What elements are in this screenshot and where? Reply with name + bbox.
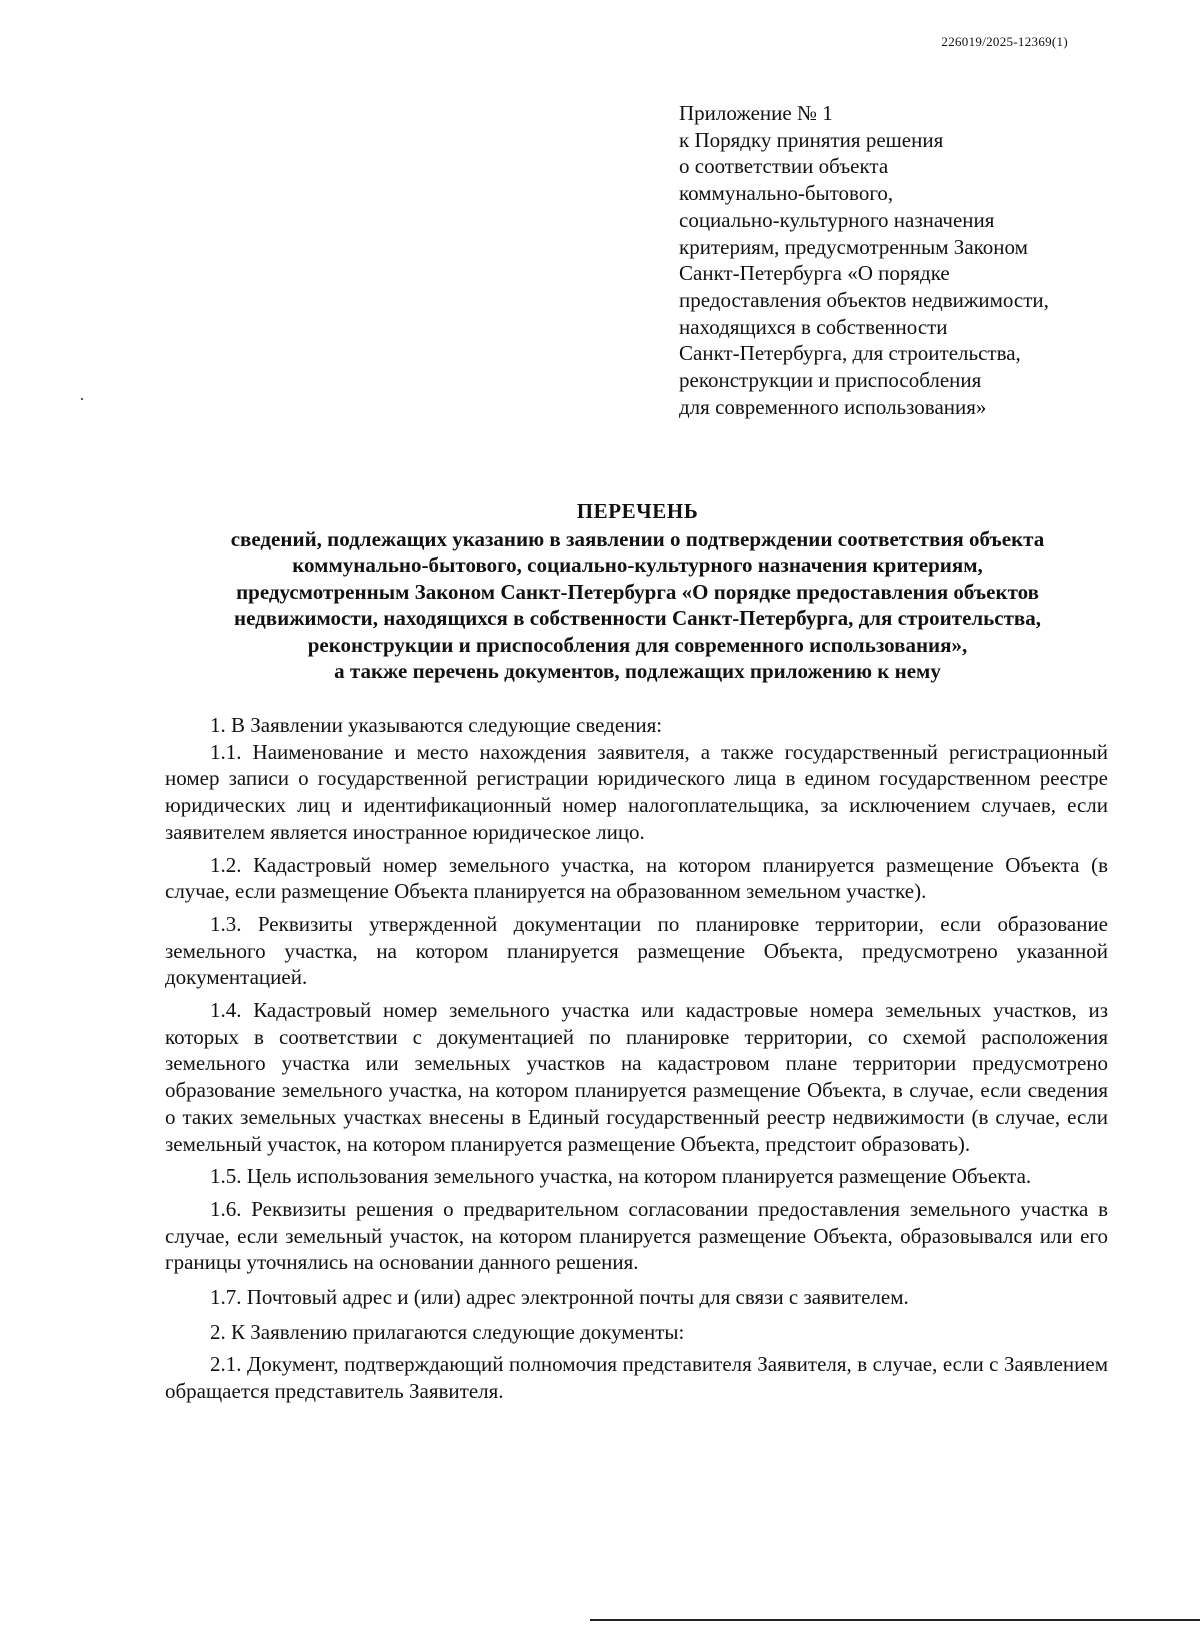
document-body	[165, 712, 1108, 1405]
appendix-reference	[679, 100, 1149, 420]
subtitle-line: предусмотренным Законом Санкт-Петербурга «О порядке предоставления объектов	[236, 579, 1039, 604]
document-title: ПЕРЕЧЕНЬ	[576, 499, 699, 523]
appendix-line: к Порядку принятия решения	[679, 127, 944, 152]
subtitle-line: недвижимости, находящихся в собственности Санкт-Петербурга, для строительства,	[233, 606, 1042, 630]
paragraph-2-1: 2.1. Документ, подтверждающий полномочия представителя Заявителя, в случае, если с Заявлением обращается представитель Заявителя.	[165, 1352, 1108, 1404]
appendix-line: Приложение № 1	[679, 101, 833, 125]
appendix-line: реконструкции и приспособления	[679, 368, 982, 393]
paragraph-1-4: 1.4. Кадастровый номер земельного участка или кадастровые номера земельных участков, из которых в соответствии с документацией по планировке территории, со схемой расположения земельного участка или земельных участков на кадастровом плане территории предусмотрено образование земельного участка, на котором планируется размещение Объекта, в случае, если сведения о таких земельных участках внесены в Единый государственный реестр недвижимости (в случае, если земельный участок, на котором планируется размещение Объекта, предстоит образовать).	[165, 998, 1108, 1156]
appendix-line: предоставления объектов недвижимости,	[679, 287, 1049, 312]
paragraph-1-1: 1.1. Наименование и место нахождения заявителя, а также государственный регистрационный номер записи о государственной регистрации юридического лица в едином государственном реестре юридических лиц и идентификационный номер налогоплательщика, за исключением случаев, если заявителем является иностранное юридическое лицо.	[165, 739, 1108, 844]
paragraph-1-7: 1.7. Почтовый адрес и (или) адрес электронной почты для связи с заявителем.	[210, 1285, 909, 1310]
paragraph-1-2: 1.2. Кадастровый номер земельного участка, на котором планируется размещение Объекта (в случае, если размещение Объекта планируется на образованном земельном участке).	[165, 852, 1108, 904]
appendix-line: Санкт-Петербурга «О порядке	[679, 261, 950, 286]
document-number: 226019/2025-12369(1)	[941, 34, 1068, 49]
subtitle-line: коммунально-бытового, социально-культурного назначения критериям,	[292, 553, 983, 577]
subtitle-line: реконструкции и приспособления для современного использования»,	[307, 632, 968, 657]
appendix-line: для современного использования»	[679, 394, 987, 419]
subtitle-line: а также перечень документов, подлежащих приложению к нему	[334, 659, 941, 683]
appendix-line: находящихся в собственности	[679, 314, 948, 339]
document-heading	[150, 498, 1125, 685]
paragraph-1: 1. В Заявлении указываются следующие сведения:	[210, 713, 663, 737]
appendix-line: критериям, предусмотренным Законом	[679, 234, 1028, 259]
appendix-line: коммунально-бытового,	[679, 181, 894, 206]
paragraph-2: 2. К Заявлению прилагаются следующие документы:	[210, 1319, 685, 1344]
appendix-line: о соответствии объекта	[679, 154, 889, 179]
paragraph-1-6: 1.6. Реквизиты решения о предварительном согласовании предоставления земельного участка в случае, если земельный участок, на котором планируется размещение Объекта, образовывался или его границы уточнялись на основании данного решения.	[165, 1196, 1108, 1275]
appendix-line: социально-культурного назначения	[679, 207, 995, 232]
paragraph-1-3: 1.3. Реквизиты утвержденной документации по планировке территории, если образование земельного участка, на котором планируется размещение Объекта, предусмотрено указанной документацией.	[165, 911, 1108, 990]
scan-edge-line	[590, 1619, 1200, 1621]
appendix-line: Санкт-Петербурга, для строительства,	[679, 341, 1021, 366]
paragraph-1-5: 1.5. Цель использования земельного участка, на котором планируется размещение Объекта.	[210, 1164, 1032, 1189]
scan-speck	[81, 398, 83, 400]
subtitle-line: сведений, подлежащих указанию в заявлении о подтверждении соответствия объекта	[230, 526, 1045, 551]
